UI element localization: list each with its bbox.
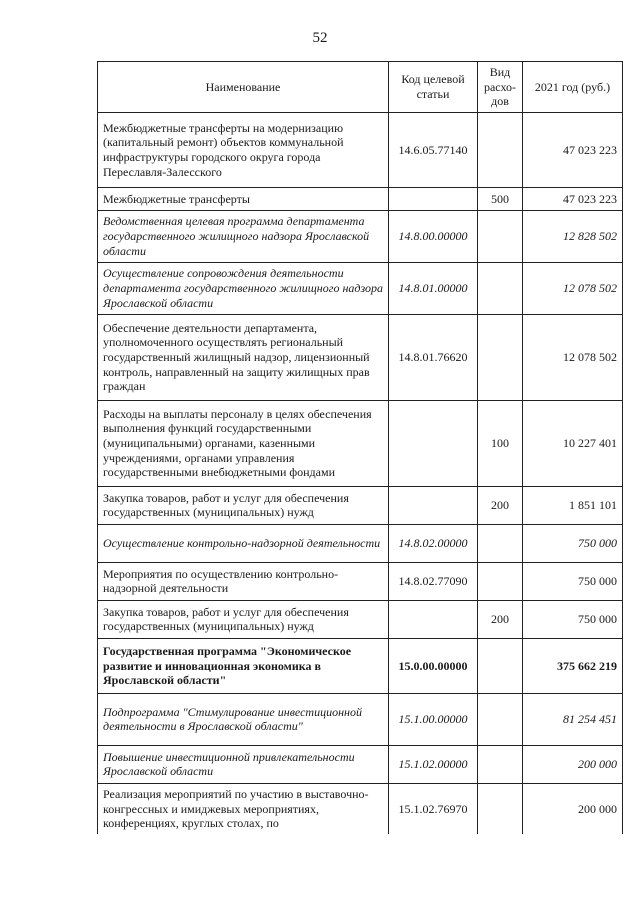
cell-name: Осуществление сопровождения деятельности департамента государственного жилищного надзора Ярославской области [98, 262, 389, 314]
cell-type [478, 314, 523, 400]
table-row [98, 486, 623, 524]
cell-code [389, 486, 478, 524]
table-row [98, 262, 623, 314]
cell-amount: 47 023 223 [523, 187, 623, 210]
table-row [98, 693, 623, 745]
cell-type: 200 [478, 600, 523, 638]
cell-type [478, 783, 523, 833]
table-row [98, 314, 623, 400]
cell-type: 200 [478, 486, 523, 524]
cell-code [389, 400, 478, 486]
cell-name: Закупка товаров, работ и услуг для обеспечения государственных (муниципальных) нужд [98, 486, 389, 524]
cell-amount: 12 828 502 [523, 210, 623, 262]
cell-code: 14.8.00.00000 [389, 210, 478, 262]
table-header-row [98, 62, 623, 113]
table-row [98, 600, 623, 638]
cell-amount: 1 851 101 [523, 486, 623, 524]
table-row [98, 562, 623, 600]
cell-code: 14.8.02.00000 [389, 524, 478, 562]
cell-amount: 10 227 401 [523, 400, 623, 486]
cell-amount: 750 000 [523, 562, 623, 600]
cell-type [478, 562, 523, 600]
cell-type [478, 745, 523, 783]
table-row [98, 783, 623, 833]
cell-code: 14.8.02.77090 [389, 562, 478, 600]
cell-code: 15.0.00.00000 [389, 638, 478, 693]
table-row [98, 210, 623, 262]
cell-name: Закупка товаров, работ и услуг для обеспечения государственных (муниципальных) нужд [98, 600, 389, 638]
cell-code: 15.1.02.76970 [389, 783, 478, 833]
cell-amount: 750 000 [523, 600, 623, 638]
cell-name: Расходы на выплаты персоналу в целях обеспечения выполнения функций государственными (муниципальными) органами, казенными учреждениями, органами управления государственными внебюджетными фондами [98, 400, 389, 486]
cell-code [389, 600, 478, 638]
table-row [98, 745, 623, 783]
cell-type [478, 210, 523, 262]
table-row [98, 638, 623, 693]
cell-type [478, 693, 523, 745]
cell-name: Обеспечение деятельности департамента, уполномоченного осуществлять региональный государственный жилищный надзор, лицензионный контроль, направленный на защиту жилищных прав граждан [98, 314, 389, 400]
cell-type: 500 [478, 187, 523, 210]
cell-type: 100 [478, 400, 523, 486]
cell-code: 15.1.02.00000 [389, 745, 478, 783]
cell-amount: 47 023 223 [523, 112, 623, 187]
header-code: Код целевой статьи [389, 62, 478, 113]
cell-amount: 750 000 [523, 524, 623, 562]
table-row [98, 400, 623, 486]
cell-type [478, 112, 523, 187]
cell-name: Межбюджетные трансферты на модернизацию (капитальный ремонт) объектов коммунальной инфраструктуры городского округа города Переславля-Залесского [98, 112, 389, 187]
cell-name: Осуществление контрольно-надзорной деятельности [98, 524, 389, 562]
cell-amount: 12 078 502 [523, 314, 623, 400]
cell-code: 14.6.05.77140 [389, 112, 478, 187]
cell-name: Межбюджетные трансферты [98, 187, 389, 210]
cell-code: 14.8.01.76620 [389, 314, 478, 400]
cell-name: Подпрограмма "Стимулирование инвестиционной деятельности в Ярославской области" [98, 693, 389, 745]
cell-name: Повышение инвестиционной привлекательности Ярославской области [98, 745, 389, 783]
cell-name: Реализация мероприятий по участию в выставочно-конгрессных и имиджевых мероприятиях, конференциях, круглых столах, по [98, 783, 389, 833]
cell-code: 15.1.00.00000 [389, 693, 478, 745]
page-number: 52 [312, 30, 328, 46]
table-row [98, 112, 623, 187]
cell-amount: 200 000 [523, 783, 623, 833]
cell-type [478, 262, 523, 314]
cell-amount: 375 662 219 [523, 638, 623, 693]
cell-type [478, 524, 523, 562]
cell-amount: 200 000 [523, 745, 623, 783]
cell-amount: 81 254 451 [523, 693, 623, 745]
header-amount: 2021 год (руб.) [523, 62, 623, 113]
cell-name: Ведомственная целевая программа департамента государственного жилищного надзора Ярославской области [98, 210, 389, 262]
table-row [98, 187, 623, 210]
budget-table [97, 61, 623, 834]
table-body [98, 112, 623, 833]
header-type: Вид расхо-дов [478, 62, 523, 113]
cell-name: Государственная программа "Экономическое развитие и инновационная экономика в Ярославской области" [98, 638, 389, 693]
cell-code: 14.8.01.00000 [389, 262, 478, 314]
header-name: Наименование [98, 62, 389, 113]
cell-amount: 12 078 502 [523, 262, 623, 314]
cell-code [389, 187, 478, 210]
cell-type [478, 638, 523, 693]
table-row [98, 524, 623, 562]
cell-name: Мероприятия по осуществлению контрольно-надзорной деятельности [98, 562, 389, 600]
